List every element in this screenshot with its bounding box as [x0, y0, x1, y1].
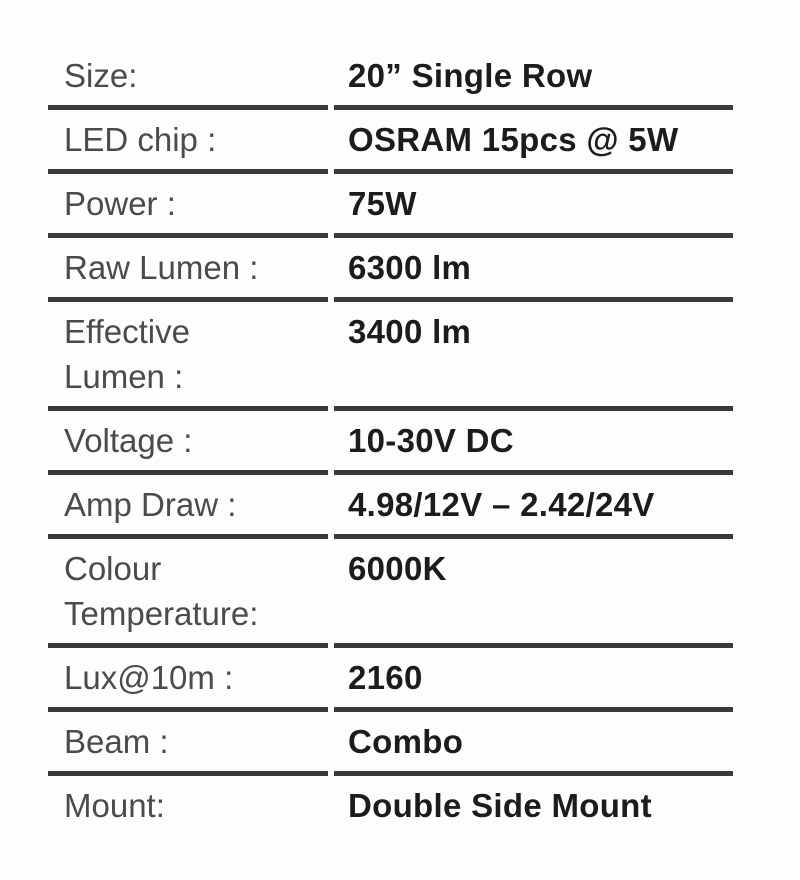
spec-label: Raw Lumen :	[48, 238, 328, 302]
spec-label: Lux@10m :	[48, 648, 328, 712]
spec-value: 10-30V DC	[334, 411, 733, 475]
spec-value: 4.98/12V – 2.42/24V	[334, 475, 733, 539]
spec-value: 2160	[334, 648, 733, 712]
spec-value: Double Side Mount	[348, 787, 652, 824]
spec-label: Power :	[48, 174, 328, 238]
spec-label: LED chip :	[48, 110, 328, 174]
spec-table	[48, 46, 733, 835]
spec-label: Amp Draw :	[48, 475, 328, 539]
spec-label: Size:	[48, 46, 328, 110]
spec-label: Beam :	[48, 712, 328, 776]
spec-value: OSRAM 15pcs @ 5W	[334, 110, 733, 174]
spec-label: Colour Temperature:	[48, 539, 328, 648]
spec-value: 20” Single Row	[334, 46, 733, 110]
spec-label: Effective Lumen :	[48, 302, 328, 411]
spec-value: 6300 lm	[334, 238, 733, 302]
spec-value: 3400 lm	[334, 302, 733, 411]
spec-label: Voltage :	[48, 411, 328, 475]
spec-value: 75W	[334, 174, 733, 238]
spec-value: Combo	[334, 712, 733, 776]
spec-value: 6000K	[334, 539, 733, 648]
spec-label: Mount:	[64, 787, 165, 824]
